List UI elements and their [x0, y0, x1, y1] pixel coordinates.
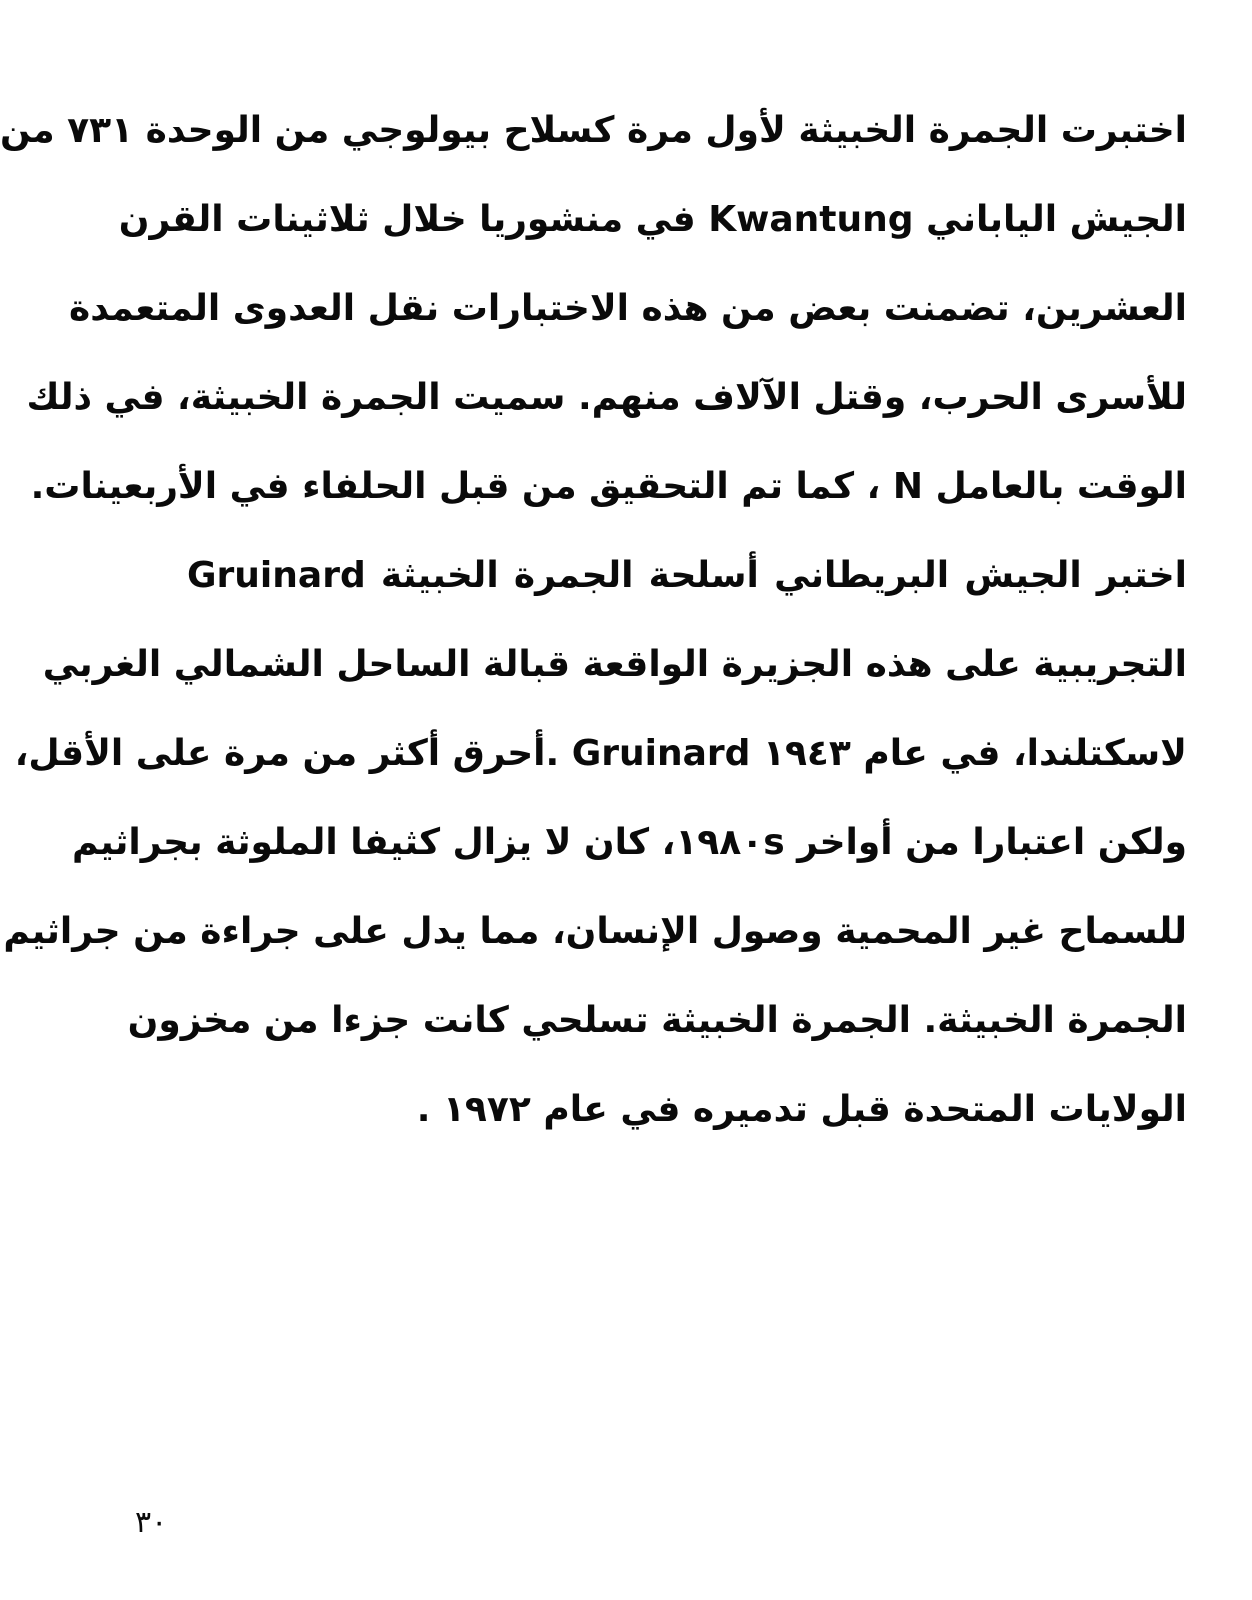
page-number: ٣٠: [135, 1505, 168, 1540]
text-line-11: الجمرة الخبيثة. الجمرة الخبيثة تسلحي كانت جزءا من مخزون: [127, 1000, 1187, 1041]
text-line-7: التجريبية على هذه الجزيرة الواقعة قبالة الساحل الشمالي الغربي: [42, 644, 1187, 685]
text-line-5: الوقت بالعامل N ، كما تم التحقيق من قبل الحلفاء في الأربعينات.: [30, 466, 1187, 507]
text-line-10: للسماح غير المحمية وصول الإنسان، مما يدل على جراءة من جراثيم: [3, 911, 1187, 952]
text-line-6: اختبر الجيش البريطاني أسلحة الجمرة الخبيثة Gruinard: [187, 555, 1187, 596]
text-line-2: الجيش الياباني Kwantung في منشوريا خلال ثلاثينات القرن: [118, 199, 1187, 240]
text-line-1: اختبرت الجمرة الخبيثة لأول مرة كسلاح بيولوجي من الوحدة ٧٣١ من: [0, 110, 1187, 151]
text-line-3: العشرين، تضمنت بعض من هذه الاختبارات نقل العدوى المتعمدة: [69, 288, 1187, 329]
text-line-4: للأسرى الحرب، وقتل الآلاف منهم. سميت الجمرة الخبيثة، في ذلك: [26, 377, 1187, 418]
text-line-12: الولايات المتحدة قبل تدميره في عام ١٩٧٢ .: [416, 1089, 1187, 1130]
text-line-8: لاسكتلندا، في عام ١٩٤٣ Gruinard .أحرق أكثر من مرة على الأقل،: [14, 733, 1187, 774]
body-text: [0, 86, 1187, 1154]
text-line-9: ولكن اعتبارا من أواخر ١٩٨٠s، كان لا يزال كثيفا الملوثة بجراثيم: [71, 822, 1187, 863]
